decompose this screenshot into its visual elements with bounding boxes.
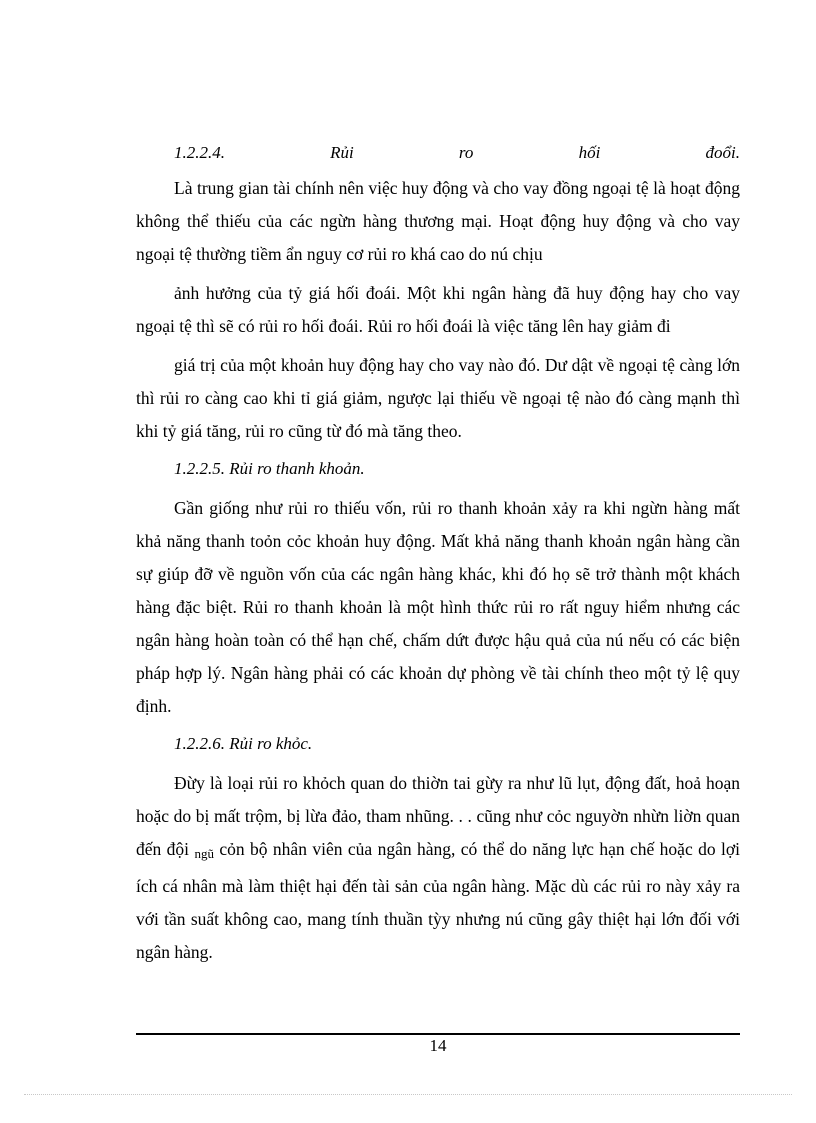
heading-word: hối: [578, 143, 601, 162]
paragraph-liquidity-risk: Gần giống như rủi ro thiếu vốn, rủi ro thanh khoản xảy ra khi ngừn hàng mất khả năng thanh toỏn cỏc khoản huy động. Mất khả năng thanh khoản ngân hàng cần sự giúp đỡ về nguồn vốn của các ngân hàng khác, khi đó họ sẽ trở thành một khách hàng đặc biệt. Rủi ro thanh khoản là một hình thức rủi ro rất nguy hiểm nhưng các ngân hàng hoàn toàn có thể hạn chế, chấm dứt được hậu quả của nú nếu có các biện pháp hợp lý. Ngân hàng phải có các khoản dự phòng về tài chính theo một tỷ lệ quy định.: [136, 498, 740, 716]
section-heading-1-2-2-4: [136, 138, 740, 168]
footer-rule: [136, 1033, 740, 1035]
paragraph-other-risk: [136, 767, 740, 969]
section-heading-1-2-2-6: 1.2.2.6. Rủi ro khỏc.: [174, 734, 313, 753]
heading-word: ro: [458, 143, 474, 162]
section-heading-1-2-2-5: 1.2.2.5. Rủi ro thanh khoản.: [174, 459, 365, 478]
heading-word: đoổi.: [705, 143, 740, 162]
paragraph-exchange-risk-rate: ảnh hưởng của tỷ giá hối đoái. Một khi ngân hàng đã huy động hay cho vay ngoại tệ thì sẽ có rủi ro hối đoái. Rủi ro hối đoái là việc tăng lên hay giảm đi: [136, 283, 740, 336]
heading-word: 1.2.2.4.: [174, 143, 225, 162]
paragraph-exchange-risk-intro: Là trung gian tài chính nên việc huy động và cho vay đồng ngoại tệ là hoạt động không thể thiếu của các ngừn hàng thương mại. Hoạt động huy động và cho vay ngoại tệ thường tiềm ẩn nguy cơ rủi ro khá cao do nú chịu: [136, 178, 740, 264]
paragraph-other-risk-text-continued: cỏn bộ nhân viên của ngân hàng, có thể do năng lực hạn chế hoặc do lợi ích cá nhân mà làm thiệt hại đến tài sản của ngân hàng. Mặc dù các rủi ro này xảy ra với tần suất không cao, mang tính thuần tỳy nhưng nú cũng gây thiệt hại lớn đối với ngân hàng.: [136, 839, 741, 962]
page-number: 14: [429, 1036, 447, 1055]
paragraph-other-risk-text: Đừy là loại rủi ro khỏch quan do thiờn tai gừy ra như lũ lụt, động đất, hoả hoạn hoặc do bị mất trộm, bị lừa đảo, tham nhũng. . . cũng như cỏc nguyờn nhừn liờn quan đến đội: [136, 773, 740, 859]
page-bottom-dotted-border: [24, 1094, 792, 1095]
heading-word: Rủi: [330, 143, 354, 162]
body-text: [136, 138, 740, 969]
paragraph-exchange-risk-value: giá trị của một khoản huy động hay cho vay nào đó. Dư dật về ngoại tệ càng lớn thì rủi ro càng cao khi tỉ giá giảm, ngược lại thiếu về ngoại tệ nào đó càng mạnh thì khi tỷ giá tăng, rủi ro cũng từ đó mà tăng theo.: [136, 355, 740, 441]
small-inline-word: ngũ: [194, 846, 214, 861]
